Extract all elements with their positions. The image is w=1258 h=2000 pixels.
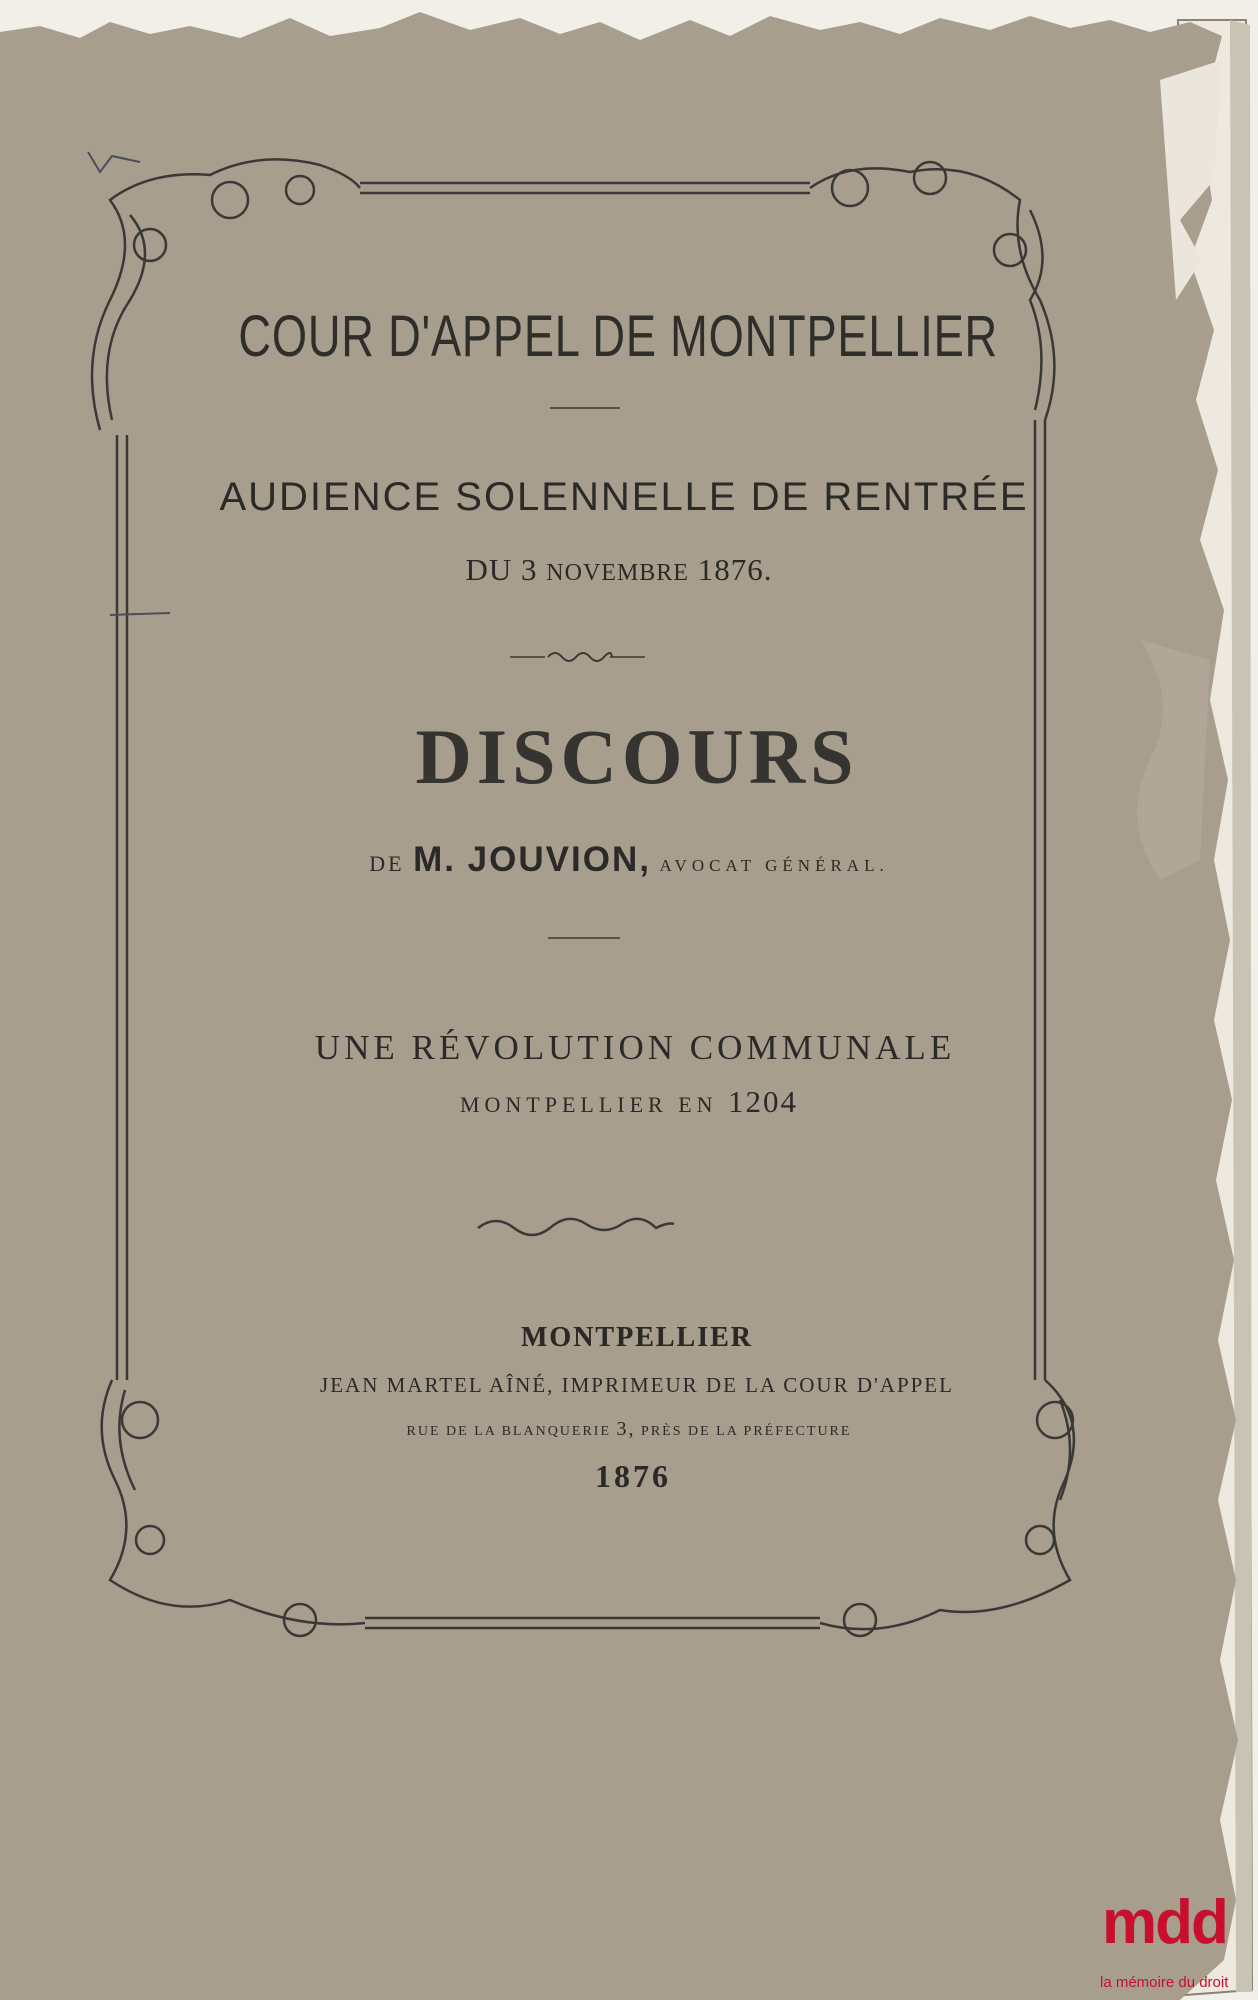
speech-subtitle	[0, 1084, 1258, 1120]
speaker-name: M. JOUVION,	[413, 840, 651, 879]
court-name: COUR D'APPEL DE MONTPELLIER	[238, 304, 999, 369]
hearing-title: AUDIENCE SOLENNELLE DE RENTRÉE	[219, 475, 1029, 519]
imprint-address	[0, 1418, 1258, 1441]
address-number: 3,	[616, 1418, 636, 1440]
imprint-city: MONTPELLIER	[520, 1322, 754, 1353]
date-year: 1876.	[697, 552, 773, 587]
subtitle-year: 1204	[728, 1084, 799, 1119]
date-prefix: DU 3	[465, 552, 538, 587]
speech-subject: UNE RÉVOLUTION COMMUNALE	[314, 1028, 956, 1067]
speaker-role: AVOCAT GÉNÉRAL.	[659, 856, 889, 875]
cover-heading: DISCOURS	[415, 713, 859, 800]
logo-mark: mdd	[1102, 1888, 1227, 1957]
speaker-prefix: DE	[369, 851, 405, 876]
date-month: NOVEMBRE	[546, 560, 689, 586]
logo-tagline: la mémoire du droit	[1100, 1974, 1229, 1991]
address-near: PRÈS DE LA PRÉFECTURE	[641, 1424, 852, 1439]
mdd-logo	[1100, 1888, 1258, 2000]
hearing-date	[0, 552, 1248, 588]
imprint-year: 1876	[595, 1458, 671, 1494]
subtitle-place: MONTPELLIER EN	[459, 1092, 718, 1117]
address-street: RUE DE LA BLANQUERIE	[406, 1424, 612, 1439]
speaker-line	[0, 840, 1258, 880]
imprint-printer: JEAN MARTEL AÎNÉ, IMPRIMEUR DE LA COUR D'APPEL	[320, 1373, 954, 1397]
